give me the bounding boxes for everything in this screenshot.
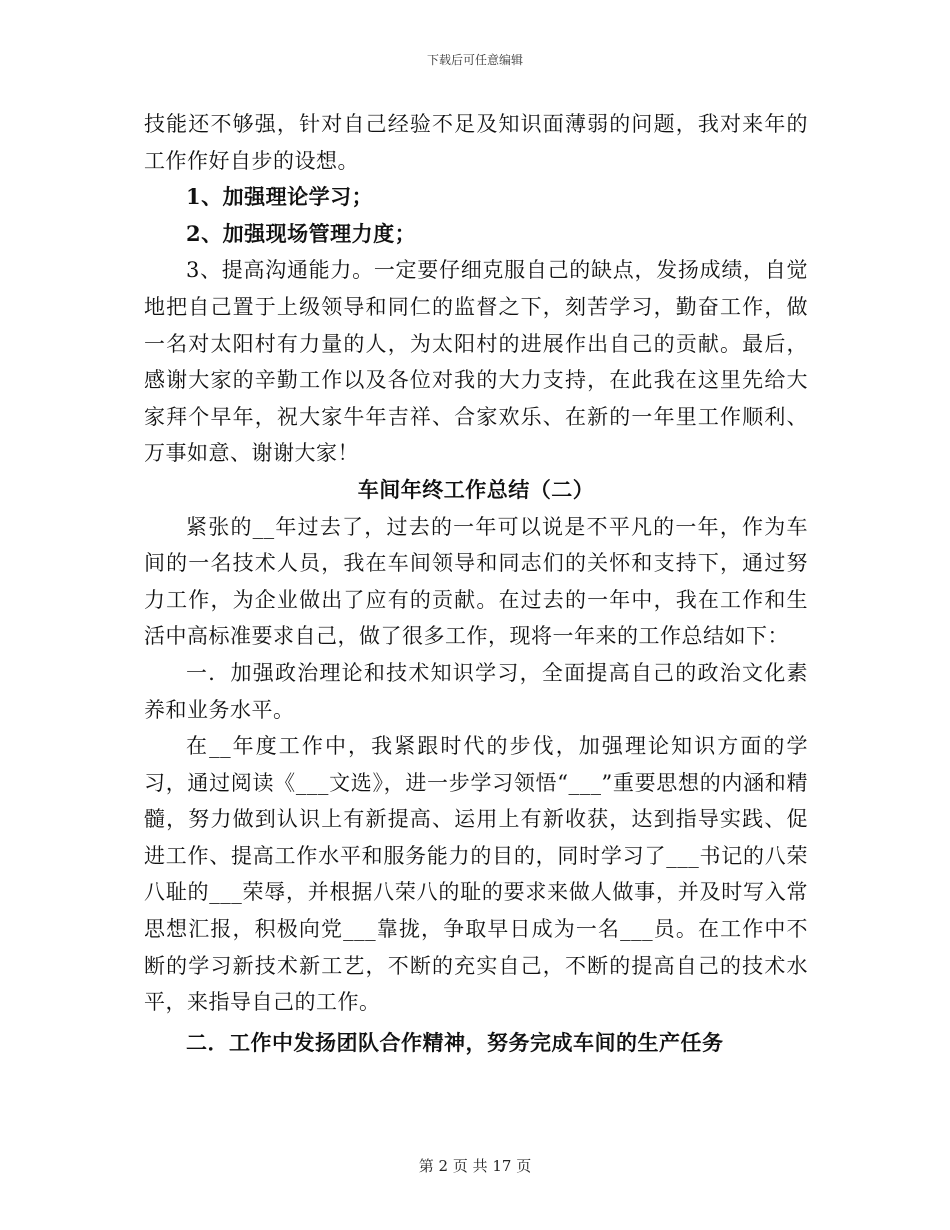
paragraph-continuation: 技能还不够强，针对自己经验不足及知识面薄弱的问题，我对来年的工作作好自步的设想。 xyxy=(144,112,808,173)
section-title: 车间年终工作总结（二） xyxy=(357,476,595,502)
section-heading-1: 一．加强政治理论和技术知识学习，全面提高自己的政治文化素养和业务水平。 xyxy=(144,660,808,722)
list-item-theory-study: 1、加强理论学习； xyxy=(186,184,374,210)
list-item-communication: 3、提高沟通能力。一定要仔细克服自己的缺点，发扬成绩，自觉地把自己置于上级领导和同仁的监督之下，刻苦学习，勤奋工作，做一名对太阳村有力量的人，为太阳村的进展作出自己的贡献。最后，感谢大家的辛勤工作以及各位对我的大力支持，在此我在这里先给大家拜个早年，祝大家牛年吉祥、合家欢乐、在新的一年里工作顺利、万事如意、谢谢大家！ xyxy=(144,258,808,466)
list-item-site-management: 2、加强现场管理力度； xyxy=(186,220,417,246)
paragraph-section-1-body: 在__年度工作中，我紧跟时代的步伐，加强理论知识方面的学习，通过阅读《___文选》，进一步学习领悟“___”重要思想的内涵和精髓，努力做到认识上有新提高、运用上有新收获，达到指导实践、促进工作、提高工作水平和服务能力的目的，同时学习了___书记的八荣八耻的___荣辱，并根据八荣八的耻的要求来做人做事，并及时写入常思想汇报，积极向党___靠拢，争取早日成为一名___员。在工作中不断的学习新技术新工艺，不断的充实自己，不断的提高自己的技术水平，来指导自己的工作。 xyxy=(144,734,808,1015)
document-body xyxy=(144,106,808,1061)
page-number: 第 2 页 共 17 页 xyxy=(418,1157,532,1175)
paragraph-intro: 紧张的__年过去了，过去的一年可以说是不平凡的一年，作为车间的一名技术人员，我在车间领导和同志们的关怀和支持下，通过努力工作，为企业做出了应有的贡献。在过去的一年中，我在工作和生活中高标准要求自己，做了很多工作，现将一年来的工作总结如下： xyxy=(144,514,808,649)
section-heading-2: 二．工作中发扬团队合作精神，努务完成车间的生产任务 xyxy=(186,1029,724,1055)
page-header-note: 下载后可任意编辑 xyxy=(426,53,523,67)
